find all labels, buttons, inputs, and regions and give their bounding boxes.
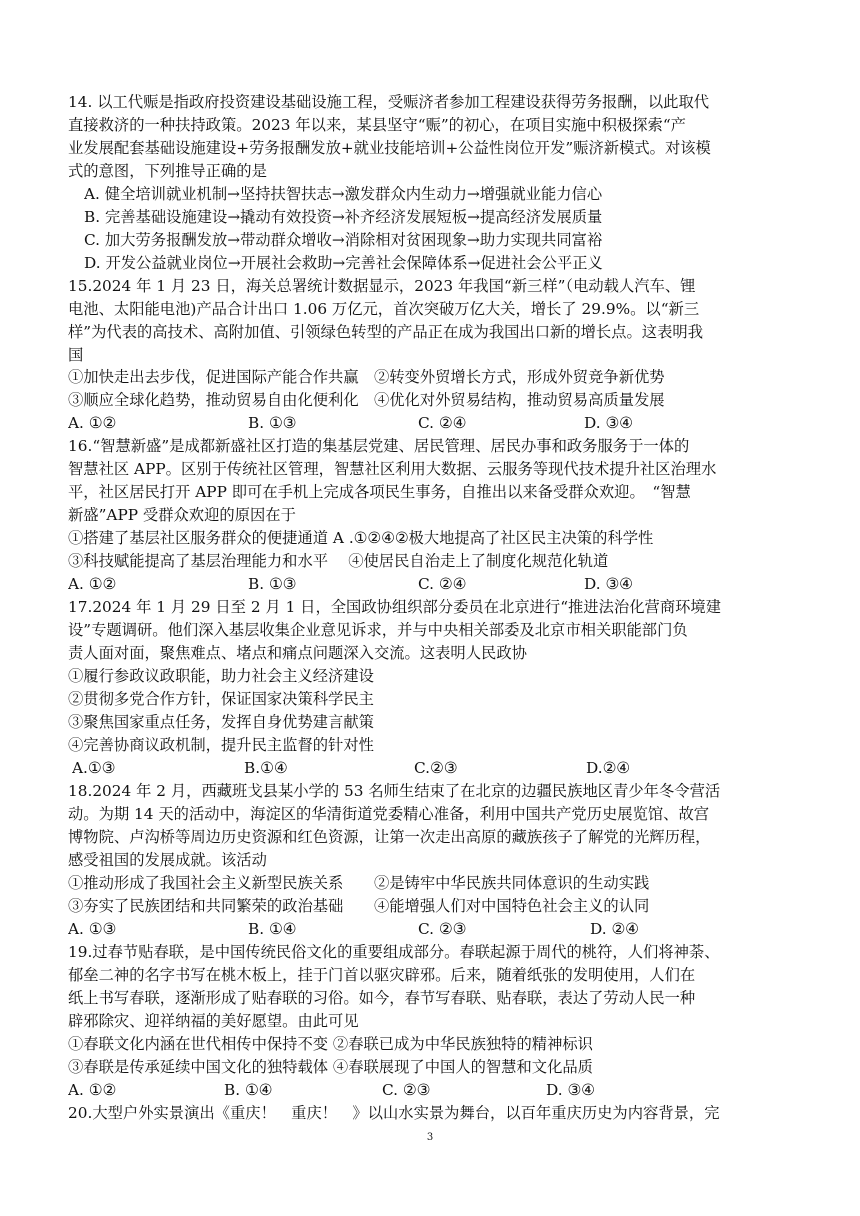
choice-a: A. ①② bbox=[68, 414, 117, 432]
statement-line: ①搭建了基层社区服务群众的便捷通道 A .①②④②极大地提高了社区民主决策的科学性 bbox=[68, 529, 654, 547]
choice-c: C. ②③ bbox=[382, 1081, 431, 1099]
question-stem-line: 国 bbox=[68, 346, 84, 364]
statement-line: ③聚焦国家重点任务，发挥自身优势建言献策 bbox=[68, 713, 374, 731]
question-stem-line: 电池、太阳能电池)产品合计出口 1.06 万亿元，首次突破万亿大关，增长了 29.9%。以“新三 bbox=[68, 300, 700, 318]
statement-line: ③夯实了民族团结和共同繁荣的政治基础 ④能增强人们对中国特色社会主义的认同 bbox=[68, 897, 650, 915]
choice-c: C. ②④ bbox=[418, 414, 467, 432]
question-stem-line: 14. 以工代赈是指政府投资建设基础设施工程，受赈济者参加工程建设获得劳务报酬，以此取代 bbox=[68, 93, 710, 111]
question-stem-line: 20.大型户外实景演出《重庆！ 重庆！ 》以山水实景为舞台，以百年重庆历史为内容背景，完 bbox=[68, 1104, 720, 1122]
answer-choices bbox=[68, 918, 794, 940]
question-stem-line: 平，社区居民打开 APP 即可在手机上完成各项民生事务，自推出以来备受群众欢迎。 “智慧 bbox=[68, 483, 691, 501]
statement-line: ②贯彻多党合作方针，保证国家决策科学民主 bbox=[68, 690, 374, 708]
choice-b: B. ①③ bbox=[248, 575, 297, 593]
choice-c: C. ②④ bbox=[418, 575, 467, 593]
statement-line: ①履行参政议政职能，助力社会主义经济建设 bbox=[68, 667, 374, 685]
statement-line: ①推动形成了我国社会主义新型民族关系 ②是铸牢中华民族共同体意识的生动实践 bbox=[68, 874, 650, 892]
question-stem-line: 17.2024 年 1 月 29 日至 2 月 1 日，全国政协组织部分委员在北京进行“推进法治化营商环境建 bbox=[68, 598, 722, 616]
statement-line: ③顺应全球化趋势，推动贸易自由化便利化 ④优化对外贸易结构，推动贸易高质量发展 bbox=[68, 391, 665, 409]
question-stem-line: 业发展配套基础设施建设+劳务报酬发放+就业技能培训+公益性岗位开发”赈济新模式。对该模 bbox=[68, 139, 711, 157]
answer-choices bbox=[68, 412, 794, 434]
choice-d: D. ②④ bbox=[590, 920, 639, 938]
choice-d: D. ③④ bbox=[584, 575, 633, 593]
statement-line: ①加快走出去步伐，促进国际产能合作共赢 ②转变外贸增长方式，形成外贸竞争新优势 bbox=[68, 368, 665, 386]
answer-choices bbox=[68, 573, 794, 595]
page-number: 3 bbox=[426, 1132, 434, 1143]
question-stem-line: 15.2024 年 1 月 23 日，海关总署统计数据显示，2023 年我国“新三样”（电动载人汽车、锂 bbox=[68, 277, 696, 295]
choice-b: B. ①④ bbox=[224, 1081, 273, 1099]
statement-line: ③春联是传承延续中国文化的独特载体 ④春联展现了中国人的智慧和文化品质 bbox=[68, 1058, 593, 1076]
statement-line: ①春联文化内涵在世代相传中保持不变 ②春联已成为中华民族独特的精神标识 bbox=[68, 1035, 593, 1053]
option-a: A. 健全培训就业机制→坚持扶智扶志→激发群众内生动力→增强就业能力信心 bbox=[84, 185, 603, 203]
question-stem-line: 18.2024 年 2 月，西藏班戈县某小学的 53 名师生结束了在北京的边疆民族地区青少年冬令营活 bbox=[68, 782, 721, 800]
question-stem-line: 郁垒二神的名字书写在桃木板上，挂于门首以驱灾辟邪。后来，随着纸张的发明使用，人们在 bbox=[68, 966, 696, 984]
choice-a: A.①③ bbox=[72, 759, 116, 777]
question-stem-line: 新盛”APP 受群众欢迎的原因在于 bbox=[68, 506, 296, 524]
choice-a: A. ①② bbox=[68, 575, 117, 593]
option-c: C. 加大劳务报酬发放→带动群众增收→消除相对贫困现象→助力实现共同富裕 bbox=[84, 231, 603, 249]
answer-choices bbox=[68, 1079, 794, 1101]
question-stem-line: 式的意图，下列推导正确的是 bbox=[68, 162, 267, 180]
question-stem-line: 动。为期 14 天的活动中，海淀区的华清街道党委精心准备，利用中国共产党历史展览馆、故宫 bbox=[68, 805, 710, 823]
question-stem-line: 直接救济的一种扶持政策。2023 年以来，某县坚守“赈”的初心，在项目实施中积极探索“产 bbox=[68, 116, 686, 134]
question-stem-line: 智慧社区 APP。区别于传统社区管理，智慧社区利用大数据、云服务等现代技术提升社区治理水 bbox=[68, 460, 717, 478]
choice-d: D. ③④ bbox=[546, 1081, 595, 1099]
question-stem-line: 19.过春节贴春联，是中国传统民俗文化的重要组成部分。春联起源于周代的桃符，人们将神荼、 bbox=[68, 943, 720, 961]
choice-d: D.②④ bbox=[586, 759, 631, 777]
question-stem-line: 责人面对面，聚焦难点、堵点和痛点问题深入交流。这表明人民政协 bbox=[68, 644, 527, 662]
option-d: D. 开发公益就业岗位→开展社会救助→完善社会保障体系→促进社会公平正义 bbox=[84, 254, 603, 272]
choice-b: B. ①③ bbox=[248, 414, 297, 432]
choice-b: B.①④ bbox=[244, 759, 288, 777]
option-b: B. 完善基础设施建设→撬动有效投资→补齐经济发展短板→提高经济发展质量 bbox=[84, 208, 603, 226]
choice-c: C.②③ bbox=[414, 759, 458, 777]
question-stem-line: 样”为代表的高技术、高附加值、引领绿色转型的产品正在成为我国出口新的增长点。这表明我 bbox=[68, 323, 703, 341]
question-stem-line: 设”专题调研。他们深入基层收集企业意见诉求，并与中央相关部委及北京市相关职能部门负 bbox=[68, 621, 688, 639]
question-stem-line: 感受祖国的发展成就。该活动 bbox=[68, 851, 267, 869]
choice-d: D. ③④ bbox=[584, 414, 633, 432]
question-stem-line: 纸上书写春联，逐渐形成了贴春联的习俗。如今，春节写春联、贴春联，表达了劳动人民一种 bbox=[68, 989, 696, 1007]
choice-a: A. ①② bbox=[68, 1081, 117, 1099]
choice-a: A. ①③ bbox=[68, 920, 117, 938]
answer-choices bbox=[72, 757, 798, 779]
choice-b: B. ①④ bbox=[248, 920, 297, 938]
question-stem-line: 博物院、卢沟桥等周边历史资源和红色资源，让第一次走出高原的藏族孩子了解党的光辉历程， bbox=[68, 828, 711, 846]
choice-c: C. ②③ bbox=[418, 920, 467, 938]
question-stem-line: 辟邪除灾、迎祥纳福的美好愿望。由此可见 bbox=[68, 1012, 359, 1030]
statement-line: ④完善协商议政机制，提升民主监督的针对性 bbox=[68, 736, 374, 754]
question-stem-line: 16.“智慧新盛”是成都新盛社区打造的集基层党建、居民管理、居民办事和政务服务于一体的 bbox=[68, 437, 690, 455]
statement-line: ③科技赋能提高了基层治理能力和水平 ④使居民自治走上了制度化规范化轨道 bbox=[68, 552, 609, 570]
